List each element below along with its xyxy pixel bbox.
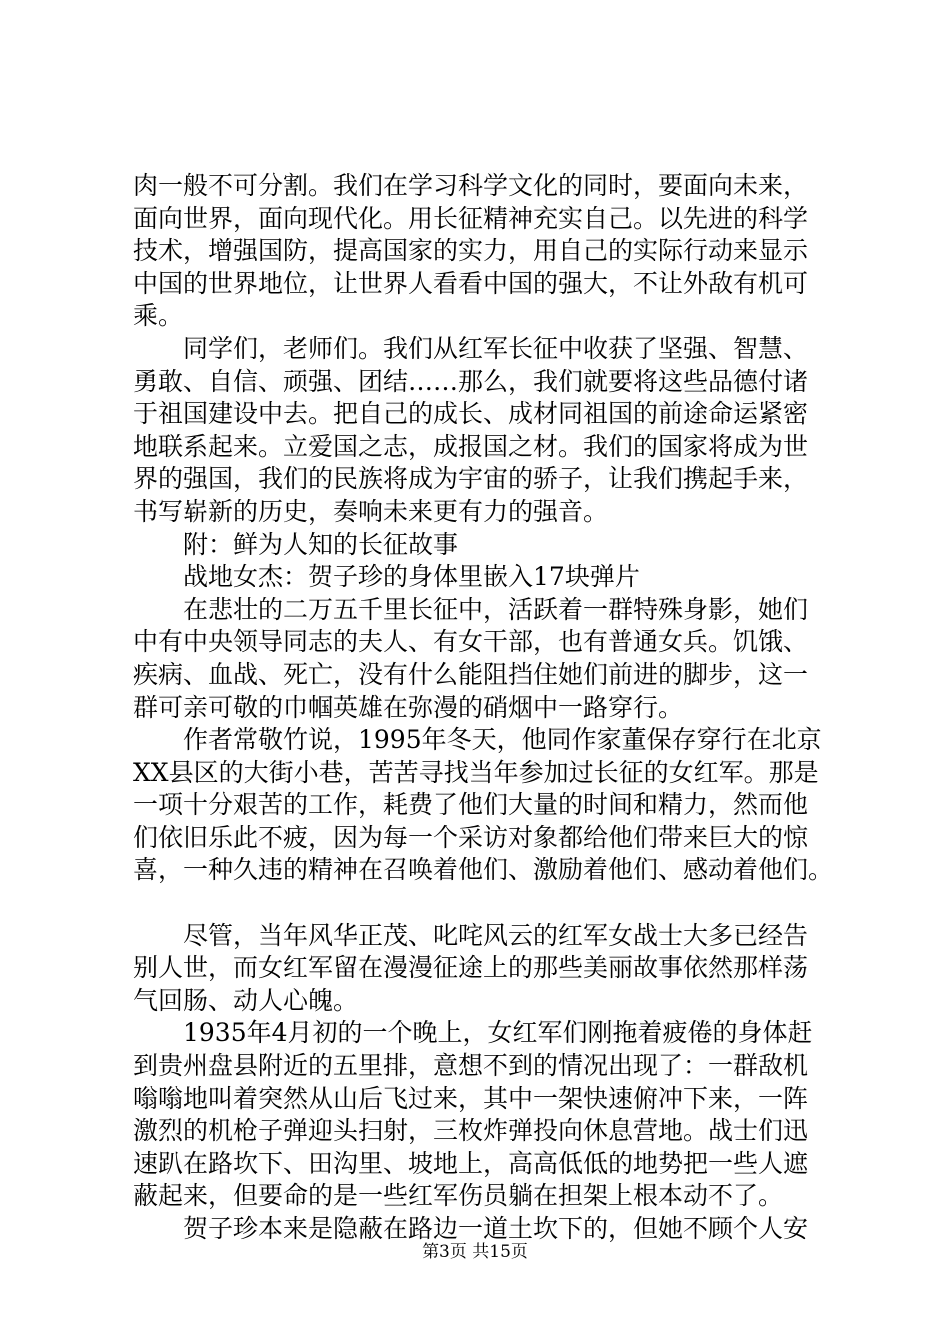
paragraph-author-interview: 作者常敬竹说，1995年冬天，他同作家董保存穿行在北京 XX县区的大街小巷，苦苦寻找当年参加过长征的女红军。那是 一项十分艰苦的工作，耗费了他们大量的时间和精力，然而他 们依旧乐此不疲，因为每一个采访对象都给他们带来巨大的惊 喜，一种久违的精神在召唤着他们、激励着他们、感动着他们。 — [133, 725, 834, 885]
paragraph-air-raid: 1935年4月初的一个晚上，女红军们刚拖着疲倦的身体赶 到贵州盘县附近的五里排，意想不到的情况出现了：一群敌机 嗡嗡地叫着突然从山后飞过来，其中一架快速俯冲下来，一阵 激烈的机枪子弹迎头扫射，三枚炸弹投向休息营地。战士们迅 速趴在路坎下、田沟里、坡地上，高高低低的地势把一些人遮 蔽起来，但要命的是一些红军伤员躺在担架上根本动不了。 — [133, 1018, 813, 1211]
paragraph-continuation: 肉一般不可分割。我们在学习科学文化的同时，要面向未来， 面向世界，面向现代化。用长征精神充实自己。以先进的科学 技术，增强国防，提高国家的实力，用自己的实际行动来显示 中国的世界地位，让世界人看看中国的强大，不让外敌有机可 乘。 — [133, 171, 809, 331]
paragraph-closing-appeal: 同学们，老师们。我们从红军长征中收获了坚强、智慧、 勇敢、自信、顽强、团结……那么，我们就要将这些品德付诸 于祖国建设中去。把自己的成长、成材同祖国的前途命运紧密 地联系起来。立爱国之志，成报国之材。我们的国家将成为世 界的强国，我们的民族将成为宇宙的骄子，让我们携起手来， 书写崭新的历史，奏响未来更有力的强音。 — [133, 333, 809, 526]
blank-line — [133, 887, 833, 920]
appendix-heading: 附：鲜为人知的长征故事 — [183, 529, 459, 559]
page-number-footer: 第3页 共15页 — [422, 1242, 528, 1262]
story-title: 战地女杰：贺子珍的身体里嵌入17块弹片 — [183, 562, 640, 592]
paragraph-women-soldiers: 在悲壮的二万五千里长征中，活跃着一群特殊身影，她们 中有中央领导同志的夫人、有女干部，也有普通女兵。饥饿、 疾病、血战、死亡，没有什么能阻挡住她们前进的脚步，这一 群可亲可敬的巾帼英雄在弥漫的硝烟中一路穿行。 — [133, 594, 809, 722]
document-body — [133, 170, 833, 1246]
paragraph-he-zizhen: 贺子珍本来是隐蔽在路边一道土坎下的，但她不顾个人安 — [183, 1214, 809, 1243]
paragraph-legacy: 尽管，当年风华正茂、叱咤风云的红军女战士大多已经告 别人世，而女红军留在漫漫征途上的那些美丽故事依然那样荡 气回肠、动人心魄。 — [133, 920, 809, 1015]
